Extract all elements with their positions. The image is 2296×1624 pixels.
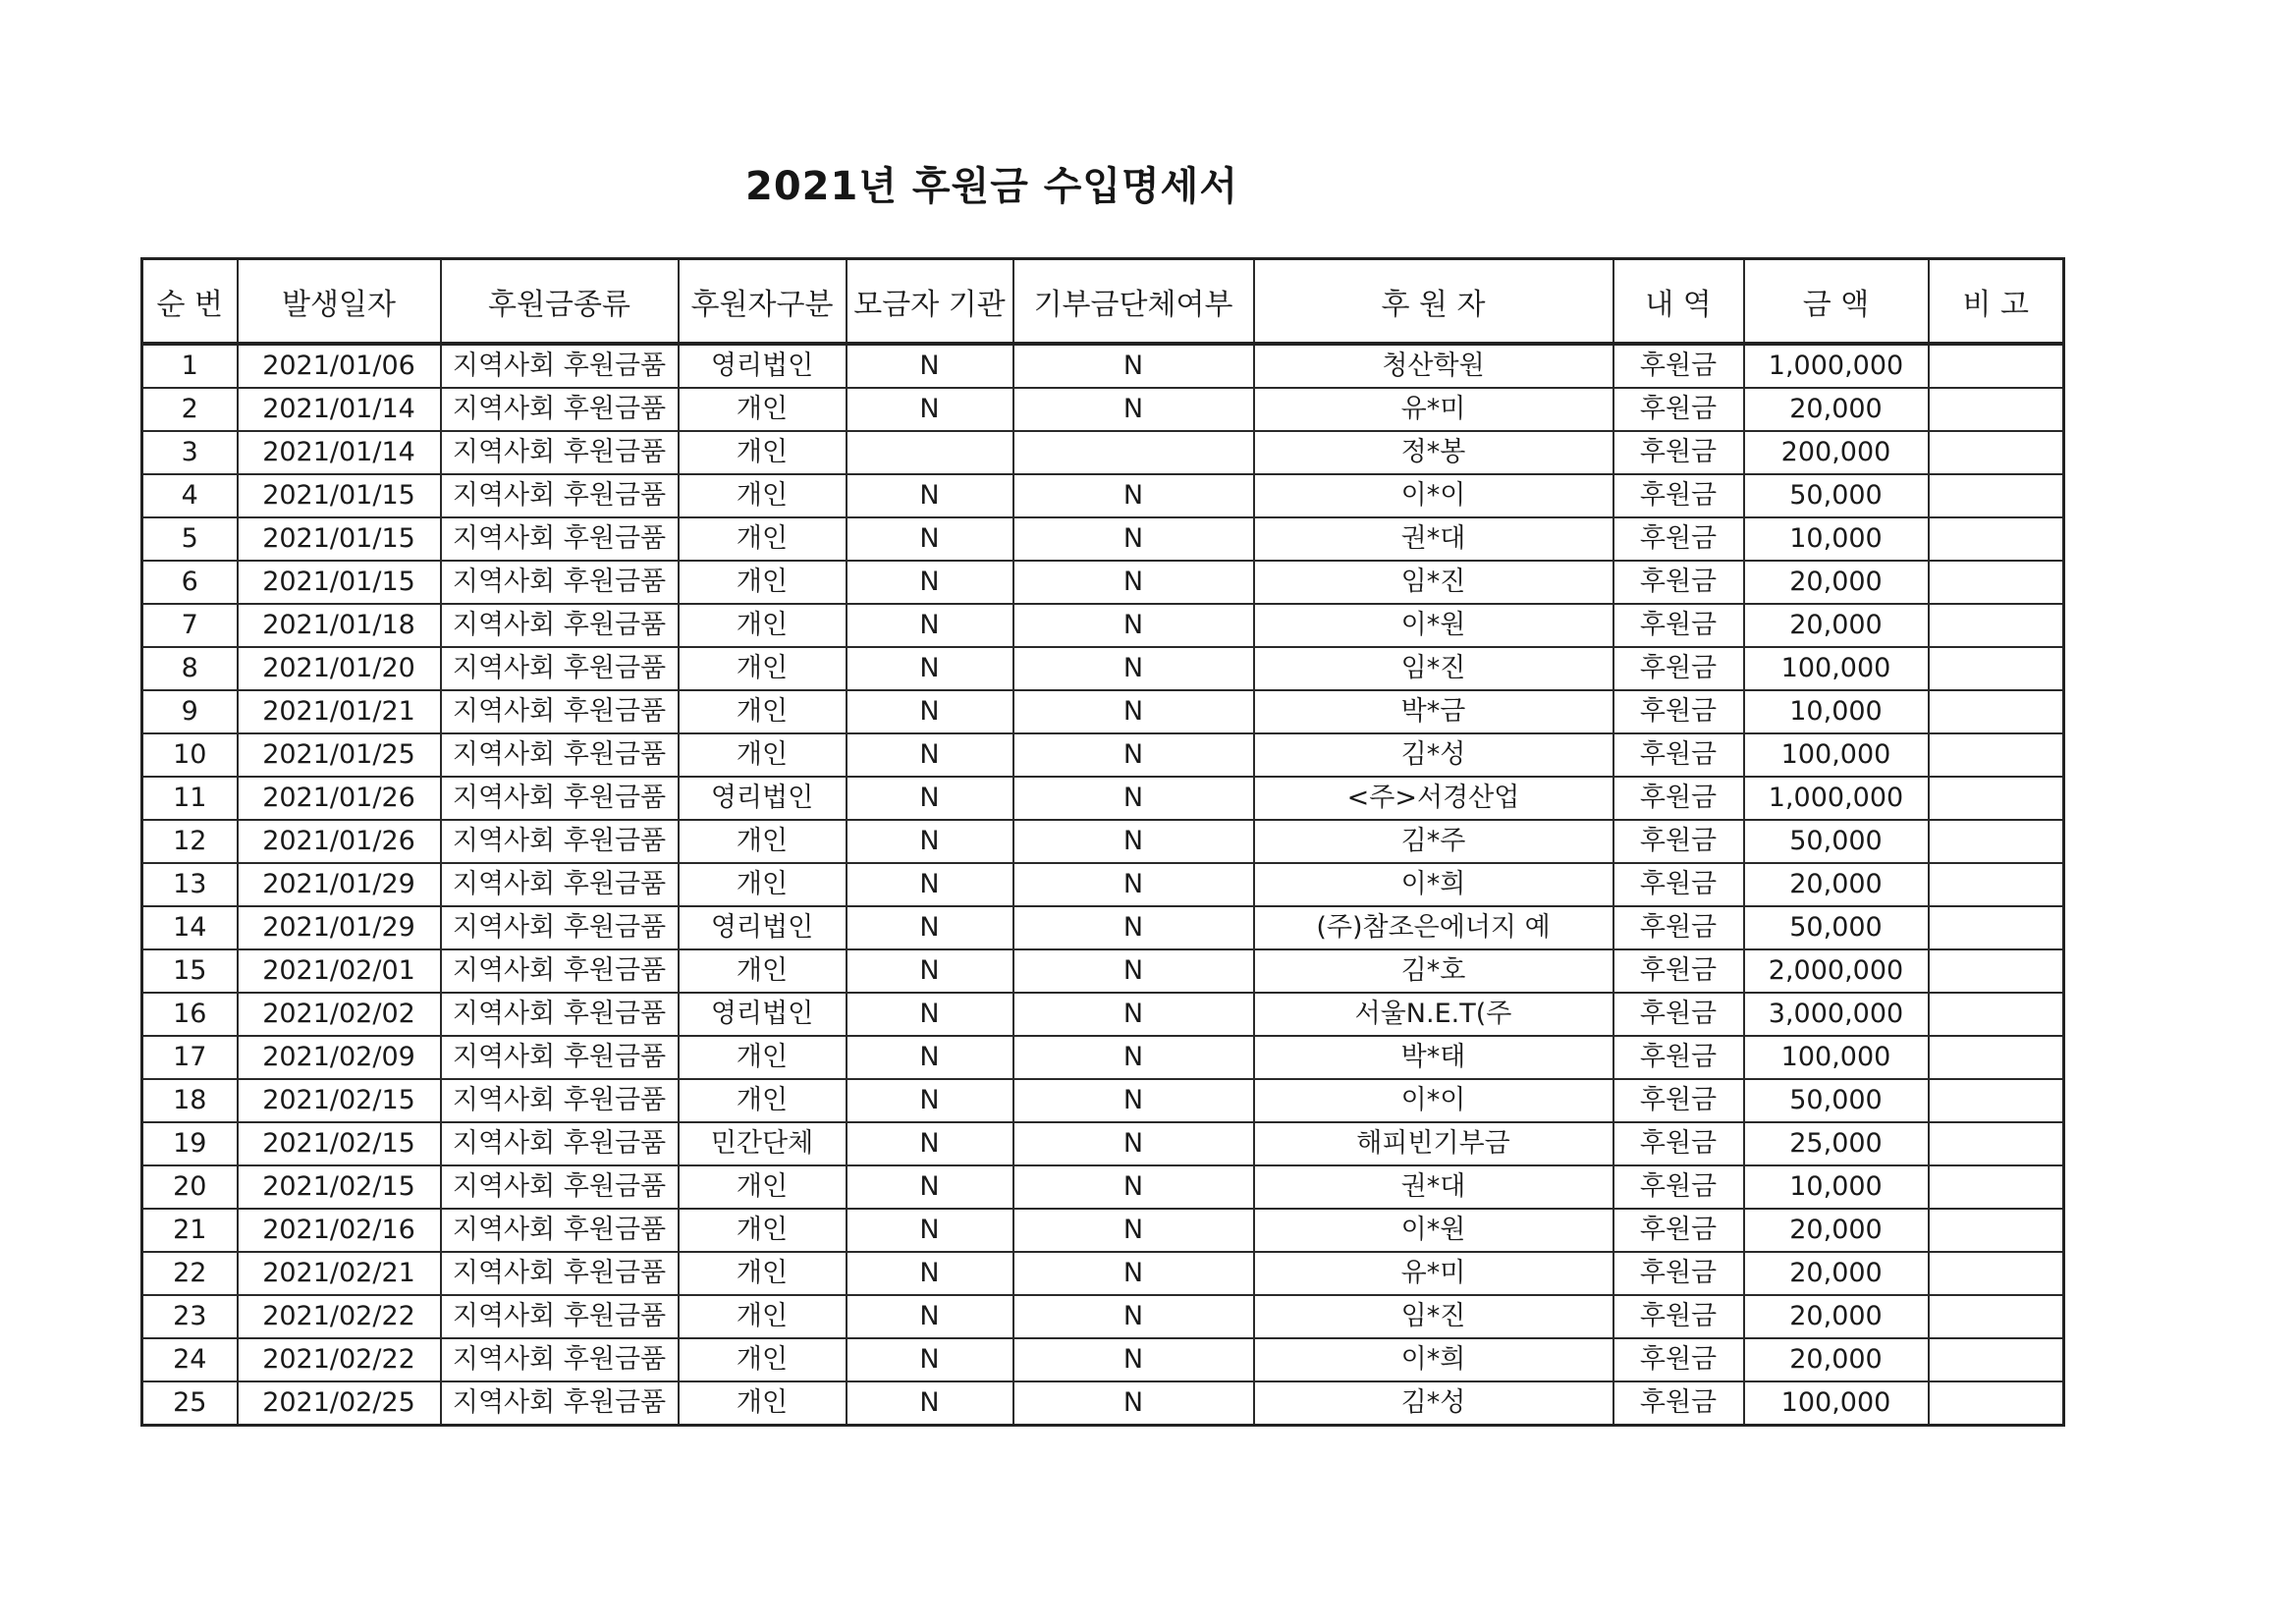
amount-cell: 50,000 [1744,906,1929,949]
date-cell: 2021/01/29 [238,863,441,906]
date-cell: 2021/02/16 [238,1209,441,1252]
donation-group-cell: N [1013,906,1254,949]
amount-cell: 20,000 [1744,604,1929,647]
donation-type-cell: 지역사회 후원금품 [441,906,679,949]
donation-group-cell: N [1013,1381,1254,1426]
remarks-cell [1929,949,2064,993]
header-donation-type: 후원금종류 [441,259,679,345]
amount-cell: 20,000 [1744,1338,1929,1381]
fundraising-org-cell: N [847,647,1013,690]
description-cell: 후원금 [1613,517,1744,561]
donor-category-cell: 영리법인 [679,344,847,388]
donation-group-cell: N [1013,1209,1254,1252]
donor-category-cell: 개인 [679,949,847,993]
seq-no-cell: 20 [142,1165,238,1209]
donation-group-cell: N [1013,1338,1254,1381]
donation-type-cell: 지역사회 후원금품 [441,1381,679,1426]
fundraising-org-cell: N [847,1122,1013,1165]
table-row [142,820,2064,863]
remarks-cell [1929,690,2064,733]
donor-cell: 유*미 [1254,388,1613,431]
donor-category-cell: 개인 [679,431,847,474]
fundraising-org-cell: N [847,1381,1013,1426]
date-cell: 2021/02/15 [238,1165,441,1209]
donation-type-cell: 지역사회 후원금품 [441,777,679,820]
donation-type-cell: 지역사회 후원금품 [441,690,679,733]
donor-cell: 박*태 [1254,1036,1613,1079]
donation-group-cell: N [1013,474,1254,517]
seq-no-cell: 18 [142,1079,238,1122]
donor-category-cell: 개인 [679,863,847,906]
table-row [142,906,2064,949]
donor-category-cell: 개인 [679,517,847,561]
description-cell: 후원금 [1613,647,1744,690]
amount-cell: 50,000 [1744,1079,1929,1122]
seq-no-cell: 2 [142,388,238,431]
donation-type-cell: 지역사회 후원금품 [441,1252,679,1295]
table-row [142,1338,2064,1381]
seq-no-cell: 21 [142,1209,238,1252]
donation-group-cell: N [1013,863,1254,906]
donor-cell: 김*주 [1254,820,1613,863]
date-cell: 2021/01/26 [238,820,441,863]
date-cell: 2021/02/15 [238,1122,441,1165]
seq-no-cell: 8 [142,647,238,690]
document-title: 2021년 후원금 수입명세서 [745,164,1238,209]
remarks-cell [1929,820,2064,863]
fundraising-org-cell [847,431,1013,474]
description-cell: 후원금 [1613,1122,1744,1165]
donation-type-cell: 지역사회 후원금품 [441,604,679,647]
fundraising-org-cell: N [847,388,1013,431]
date-cell: 2021/01/18 [238,604,441,647]
amount-cell: 20,000 [1744,1209,1929,1252]
table-row [142,863,2064,906]
fundraising-org-cell: N [847,1079,1013,1122]
remarks-cell [1929,474,2064,517]
donation-type-cell: 지역사회 후원금품 [441,1122,679,1165]
donor-cell: 임*진 [1254,1295,1613,1338]
donation-type-cell: 지역사회 후원금품 [441,733,679,777]
donation-type-cell: 지역사회 후원금품 [441,1079,679,1122]
donor-category-cell: 개인 [679,474,847,517]
remarks-cell [1929,1079,2064,1122]
donor-category-cell: 개인 [679,1381,847,1426]
remarks-cell [1929,1381,2064,1426]
description-cell: 후원금 [1613,1209,1744,1252]
donor-cell: 유*미 [1254,1252,1613,1295]
remarks-cell [1929,1252,2064,1295]
description-cell: 후원금 [1613,1338,1744,1381]
donation-group-cell: N [1013,1295,1254,1338]
donor-category-cell: 개인 [679,1036,847,1079]
seq-no-cell: 7 [142,604,238,647]
table-row [142,690,2064,733]
remarks-cell [1929,647,2064,690]
donor-cell: 이*원 [1254,604,1613,647]
remarks-cell [1929,604,2064,647]
donation-type-cell: 지역사회 후원금품 [441,474,679,517]
fundraising-org-cell: N [847,1165,1013,1209]
date-cell: 2021/02/22 [238,1338,441,1381]
description-cell: 후원금 [1613,561,1744,604]
donation-type-cell: 지역사회 후원금품 [441,993,679,1036]
table-row [142,1165,2064,1209]
donation-group-cell: N [1013,1036,1254,1079]
donor-cell: 임*진 [1254,561,1613,604]
donation-type-cell: 지역사회 후원금품 [441,863,679,906]
header-donation-group: 기부금단체여부 [1013,259,1254,345]
table-row [142,474,2064,517]
donation-type-cell: 지역사회 후원금품 [441,1209,679,1252]
seq-no-cell: 22 [142,1252,238,1295]
fundraising-org-cell: N [847,1209,1013,1252]
remarks-cell [1929,906,2064,949]
donor-cell: 청산학원 [1254,344,1613,388]
table-row [142,1122,2064,1165]
seq-no-cell: 16 [142,993,238,1036]
seq-no-cell: 9 [142,690,238,733]
donor-category-cell: 개인 [679,1338,847,1381]
description-cell: 후원금 [1613,344,1744,388]
donor-category-cell: 영리법인 [679,993,847,1036]
donor-category-cell: 개인 [679,388,847,431]
date-cell: 2021/02/01 [238,949,441,993]
table-row [142,949,2064,993]
fundraising-org-cell: N [847,474,1013,517]
description-cell: 후원금 [1613,1036,1744,1079]
seq-no-cell: 23 [142,1295,238,1338]
donation-type-cell: 지역사회 후원금품 [441,1338,679,1381]
donation-group-cell: N [1013,1252,1254,1295]
amount-cell: 10,000 [1744,690,1929,733]
fundraising-org-cell: N [847,820,1013,863]
amount-cell: 100,000 [1744,733,1929,777]
seq-no-cell: 3 [142,431,238,474]
amount-cell: 20,000 [1744,863,1929,906]
donation-group-cell: N [1013,647,1254,690]
donor-cell: 이*이 [1254,474,1613,517]
amount-cell: 10,000 [1744,1165,1929,1209]
donor-category-cell: 개인 [679,604,847,647]
date-cell: 2021/02/21 [238,1252,441,1295]
donor-cell: 김*성 [1254,1381,1613,1426]
fundraising-org-cell: N [847,690,1013,733]
donor-cell: 박*금 [1254,690,1613,733]
description-cell: 후원금 [1613,949,1744,993]
table-row [142,388,2064,431]
donor-cell: 이*희 [1254,863,1613,906]
remarks-cell [1929,1122,2064,1165]
amount-cell: 20,000 [1744,388,1929,431]
donor-cell: 김*호 [1254,949,1613,993]
remarks-cell [1929,344,2064,388]
header-seq-no: 순 번 [142,259,238,345]
table-row [142,1381,2064,1426]
description-cell: 후원금 [1613,1252,1744,1295]
donor-category-cell: 영리법인 [679,777,847,820]
donor-category-cell: 민간단체 [679,1122,847,1165]
donation-type-cell: 지역사회 후원금품 [441,1165,679,1209]
remarks-cell [1929,1295,2064,1338]
donor-cell: 이*이 [1254,1079,1613,1122]
header-donor: 후 원 자 [1254,259,1613,345]
remarks-cell [1929,388,2064,431]
description-cell: 후원금 [1613,733,1744,777]
table-row [142,1252,2064,1295]
description-cell: 후원금 [1613,1295,1744,1338]
seq-no-cell: 25 [142,1381,238,1426]
donation-group-cell: N [1013,733,1254,777]
description-cell: 후원금 [1613,431,1744,474]
donation-type-cell: 지역사회 후원금품 [441,1036,679,1079]
date-cell: 2021/01/14 [238,388,441,431]
amount-cell: 100,000 [1744,1036,1929,1079]
table-row [142,604,2064,647]
donation-group-cell: N [1013,1122,1254,1165]
description-cell: 후원금 [1613,820,1744,863]
date-cell: 2021/01/15 [238,561,441,604]
donation-group-cell: N [1013,820,1254,863]
donation-type-cell: 지역사회 후원금품 [441,647,679,690]
seq-no-cell: 15 [142,949,238,993]
amount-cell: 10,000 [1744,517,1929,561]
description-cell: 후원금 [1613,1165,1744,1209]
seq-no-cell: 6 [142,561,238,604]
date-cell: 2021/02/22 [238,1295,441,1338]
remarks-cell [1929,431,2064,474]
seq-no-cell: 12 [142,820,238,863]
donor-category-cell: 개인 [679,1209,847,1252]
donation-type-cell: 지역사회 후원금품 [441,344,679,388]
table-row [142,647,2064,690]
fundraising-org-cell: N [847,993,1013,1036]
fundraising-org-cell: N [847,1338,1013,1381]
description-cell: 후원금 [1613,863,1744,906]
description-cell: 후원금 [1613,604,1744,647]
donation-type-cell: 지역사회 후원금품 [441,517,679,561]
donor-cell: 해피빈기부금 [1254,1122,1613,1165]
donor-category-cell: 개인 [679,733,847,777]
fundraising-org-cell: N [847,604,1013,647]
table-row [142,777,2064,820]
amount-cell: 1,000,000 [1744,344,1929,388]
date-cell: 2021/01/15 [238,517,441,561]
amount-cell: 2,000,000 [1744,949,1929,993]
donation-group-cell: N [1013,1079,1254,1122]
donation-type-cell: 지역사회 후원금품 [441,820,679,863]
description-cell: 후원금 [1613,388,1744,431]
remarks-cell [1929,1338,2064,1381]
donation-type-cell: 지역사회 후원금품 [441,388,679,431]
donor-category-cell: 개인 [679,1252,847,1295]
fundraising-org-cell: N [847,863,1013,906]
description-cell: 후원금 [1613,993,1744,1036]
donation-group-cell: N [1013,604,1254,647]
fundraising-org-cell: N [847,344,1013,388]
donor-cell: 김*성 [1254,733,1613,777]
donation-group-cell: N [1013,690,1254,733]
amount-cell: 3,000,000 [1744,993,1929,1036]
header-remarks: 비 고 [1929,259,2064,345]
donor-cell: 권*대 [1254,1165,1613,1209]
fundraising-org-cell: N [847,906,1013,949]
fundraising-org-cell: N [847,561,1013,604]
donor-cell: 임*진 [1254,647,1613,690]
header-date: 발생일자 [238,259,441,345]
description-cell: 후원금 [1613,690,1744,733]
table-row [142,1079,2064,1122]
donor-cell: 이*원 [1254,1209,1613,1252]
table-row [142,1209,2064,1252]
date-cell: 2021/01/25 [238,733,441,777]
table-row [142,431,2064,474]
seq-no-cell: 5 [142,517,238,561]
donor-cell: 이*희 [1254,1338,1613,1381]
seq-no-cell: 1 [142,344,238,388]
fundraising-org-cell: N [847,1036,1013,1079]
remarks-cell [1929,777,2064,820]
date-cell: 2021/01/06 [238,344,441,388]
donation-group-cell: N [1013,517,1254,561]
date-cell: 2021/01/21 [238,690,441,733]
amount-cell: 100,000 [1744,647,1929,690]
seq-no-cell: 14 [142,906,238,949]
donor-category-cell: 개인 [679,820,847,863]
donation-type-cell: 지역사회 후원금품 [441,431,679,474]
header-fundraising-org: 모금자 기관 [847,259,1013,345]
description-cell: 후원금 [1613,1079,1744,1122]
table-row [142,733,2064,777]
fundraising-org-cell: N [847,777,1013,820]
header-amount: 금 액 [1744,259,1929,345]
seq-no-cell: 17 [142,1036,238,1079]
donor-cell: (주)참조은에너지 예 [1254,906,1613,949]
date-cell: 2021/01/26 [238,777,441,820]
amount-cell: 25,000 [1744,1122,1929,1165]
table-row [142,1295,2064,1338]
fundraising-org-cell: N [847,1252,1013,1295]
amount-cell: 100,000 [1744,1381,1929,1426]
description-cell: 후원금 [1613,1381,1744,1426]
table-row [142,561,2064,604]
seq-no-cell: 10 [142,733,238,777]
donation-type-cell: 지역사회 후원금품 [441,561,679,604]
date-cell: 2021/02/25 [238,1381,441,1426]
description-cell: 후원금 [1613,474,1744,517]
remarks-cell [1929,1036,2064,1079]
donation-group-cell: N [1013,344,1254,388]
seq-no-cell: 13 [142,863,238,906]
remarks-cell [1929,863,2064,906]
donor-category-cell: 개인 [679,1165,847,1209]
donor-cell: 서울N.E.T(주 [1254,993,1613,1036]
donation-group-cell: N [1013,777,1254,820]
fundraising-org-cell: N [847,517,1013,561]
donation-group-cell [1013,431,1254,474]
remarks-cell [1929,1209,2064,1252]
donor-category-cell: 영리법인 [679,906,847,949]
donation-group-cell: N [1013,561,1254,604]
table-body [142,344,2064,1426]
remarks-cell [1929,1165,2064,1209]
donor-cell: <주>서경산업 [1254,777,1613,820]
donor-category-cell: 개인 [679,1079,847,1122]
fundraising-org-cell: N [847,949,1013,993]
donor-cell: 권*대 [1254,517,1613,561]
amount-cell: 50,000 [1744,820,1929,863]
date-cell: 2021/01/15 [238,474,441,517]
amount-cell: 1,000,000 [1744,777,1929,820]
amount-cell: 20,000 [1744,1295,1929,1338]
seq-no-cell: 19 [142,1122,238,1165]
donor-cell: 정*봉 [1254,431,1613,474]
description-cell: 후원금 [1613,777,1744,820]
donor-category-cell: 개인 [679,647,847,690]
remarks-cell [1929,733,2064,777]
donation-income-table [140,257,2065,1427]
fundraising-org-cell: N [847,1295,1013,1338]
donor-category-cell: 개인 [679,1295,847,1338]
date-cell: 2021/02/02 [238,993,441,1036]
date-cell: 2021/01/29 [238,906,441,949]
remarks-cell [1929,993,2064,1036]
amount-cell: 50,000 [1744,474,1929,517]
description-cell: 후원금 [1613,906,1744,949]
date-cell: 2021/01/20 [238,647,441,690]
table-header-row [142,259,2064,345]
amount-cell: 20,000 [1744,1252,1929,1295]
header-donor-category: 후원자구분 [679,259,847,345]
seq-no-cell: 11 [142,777,238,820]
donation-group-cell: N [1013,949,1254,993]
date-cell: 2021/01/14 [238,431,441,474]
date-cell: 2021/02/09 [238,1036,441,1079]
amount-cell: 200,000 [1744,431,1929,474]
amount-cell: 20,000 [1744,561,1929,604]
remarks-cell [1929,517,2064,561]
header-description: 내 역 [1613,259,1744,345]
table-row [142,993,2064,1036]
seq-no-cell: 4 [142,474,238,517]
donation-group-cell: N [1013,1165,1254,1209]
seq-no-cell: 24 [142,1338,238,1381]
table-row [142,1036,2064,1079]
date-cell: 2021/02/15 [238,1079,441,1122]
donor-category-cell: 개인 [679,561,847,604]
donor-category-cell: 개인 [679,690,847,733]
fundraising-org-cell: N [847,733,1013,777]
donation-type-cell: 지역사회 후원금품 [441,1295,679,1338]
remarks-cell [1929,561,2064,604]
table-row [142,344,2064,388]
donation-group-cell: N [1013,388,1254,431]
donation-type-cell: 지역사회 후원금품 [441,949,679,993]
table-row [142,517,2064,561]
donation-group-cell: N [1013,993,1254,1036]
